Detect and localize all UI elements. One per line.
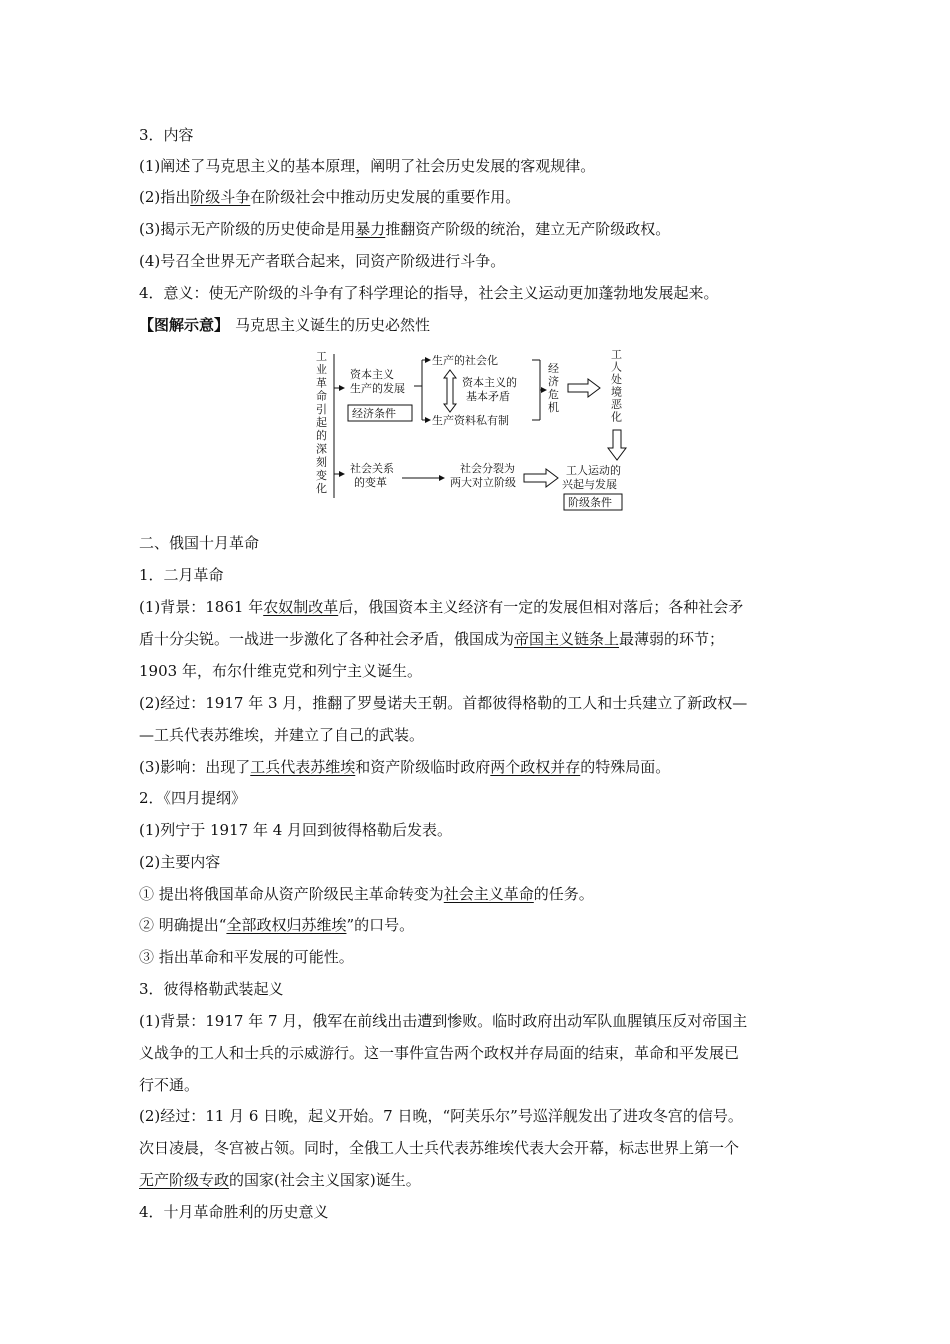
social-change-label-2: 的变革 <box>354 476 387 489</box>
hollow-arrow-right-icon <box>568 379 600 397</box>
feb-impact-line: (3)影响：出现了工兵代表苏维埃和资产阶级临时政府两个政权并存的特殊局面。 <box>139 758 671 776</box>
class-split-label-1: 社会分裂为 <box>460 462 515 475</box>
double-arrow-icon <box>444 370 456 412</box>
hollow-arrow-down-icon <box>608 430 626 460</box>
subsection-february-revolution: 1．二月革命 <box>139 566 224 584</box>
class-split-label-2: 两大对立阶级 <box>450 476 516 489</box>
april-item-2: (2)主要内容 <box>139 853 221 871</box>
feb-background-line-3: 1903 年，布尔什维克党和列宁主义诞生。 <box>139 662 422 680</box>
april-content-2: ② 明确提出“全部政权归苏维埃”的口号。 <box>139 916 415 934</box>
social-change-label-1: 社会关系 <box>350 462 394 475</box>
capitalist-production-label-2: 生产的发展 <box>350 382 405 395</box>
economic-crisis-vertical-label: 经济危机 <box>548 362 559 414</box>
feb-background-line-1: (1)背景：1861 年农奴制改革后，俄国资本主义经济有一定的发展但相对落后；各种社会矛 <box>139 598 744 616</box>
capitalist-production-label-1: 资本主义 <box>350 368 394 381</box>
labor-movement-label-1: 工人运动的 <box>566 464 621 477</box>
socialization-label: 生产的社会化 <box>432 354 498 367</box>
april-content-1: ① 提出将俄国革命从资产阶级民主革命转变为社会主义革命的任务。 <box>139 885 594 903</box>
content-item-3: (3)揭示无产阶级的历史使命是用暴力推翻资产阶级的统治，建立无产阶级政权。 <box>139 220 671 238</box>
subsection-historical-significance: 4．十月革命胜利的历史意义 <box>139 1203 329 1221</box>
worker-situation-vertical-label: 工人处境恶化 <box>611 348 622 424</box>
industrial-revolution-vertical-label: 工业革命引起的深刻变化 <box>316 350 327 495</box>
subsection-petrograd-uprising: 3．彼得格勒武装起义 <box>139 980 284 998</box>
significance-paragraph: 4．意义：使无产阶级的斗争有了科学理论的指导，社会主义运动更加蓬勃地发展起来。 <box>139 284 719 302</box>
hollow-arrow-right-icon-2 <box>524 469 558 487</box>
subsection-april-theses: 2．《四月提纲》 <box>139 789 247 807</box>
basic-contradiction-label-2: 基本矛盾 <box>466 390 510 403</box>
content-item-2: (2)指出阶级斗争在阶级社会中推动历史发展的重要作用。 <box>139 188 521 206</box>
content-item-4: (4)号召全世界无产者联合起来，同资产阶级进行斗争。 <box>139 252 506 270</box>
section-heading-october-revolution: 二、俄国十月革命 <box>139 534 260 552</box>
econ-condition-label: 经济条件 <box>352 407 396 420</box>
private-ownership-label: 生产资料私有制 <box>432 414 509 427</box>
marxism-necessity-diagram <box>310 348 640 518</box>
feb-background-line-2: 盾十分尖锐。一战进一步激化了各种社会矛盾，俄国成为帝国主义链条上最薄弱的环节； <box>139 630 725 648</box>
uprising-process-line-3: 无产阶级专政的国家(社会主义国家)诞生。 <box>139 1171 421 1189</box>
uprising-process-line-1: (2)经过：11 月 6 日晚，起义开始。7 日晚，“阿芙乐尔”号巡洋舰发出了进攻冬宫的信号。 <box>139 1107 743 1125</box>
uprising-background-line-3: 行不通。 <box>139 1076 200 1094</box>
content-item-1: (1)阐述了马克思主义的基本原理，阐明了社会历史发展的客观规律。 <box>139 157 596 175</box>
diagram-heading: 【图解示意】 马克思主义诞生的历史必然性 <box>139 316 431 334</box>
uprising-process-line-2: 次日凌晨，冬宫被占领。同时，全俄工人士兵代表苏维埃代表大会开幕，标志世界上第一个 <box>139 1139 740 1157</box>
april-content-3: ③ 指出革命和平发展的可能性。 <box>139 948 354 966</box>
april-item-1: (1)列宁于 1917 年 4 月回到彼得格勒后发表。 <box>139 821 453 839</box>
uprising-background-line-2: 义战争的工人和士兵的示威游行。这一事件宣告两个政权并存局面的结束，革命和平发展已 <box>139 1044 740 1062</box>
feb-process-line-2: —工兵代表苏维埃，并建立了自己的武装。 <box>139 726 425 744</box>
basic-contradiction-label-1: 资本主义的 <box>462 376 517 389</box>
labor-movement-label-2: 兴起与发展 <box>562 478 617 491</box>
class-condition-label: 阶级条件 <box>568 496 612 509</box>
uprising-background-line-1: (1)背景：1917 年 7 月，俄军在前线出击遭到惨败。临时政府出动军队血腥镇压反对帝国主 <box>139 1012 748 1030</box>
feb-process-line-1: (2)经过：1917 年 3 月，推翻了罗曼诺夫王朝。首都彼得格勒的工人和士兵建立了新政权— <box>139 694 748 712</box>
section-title-content: 3．内容 <box>139 126 194 144</box>
